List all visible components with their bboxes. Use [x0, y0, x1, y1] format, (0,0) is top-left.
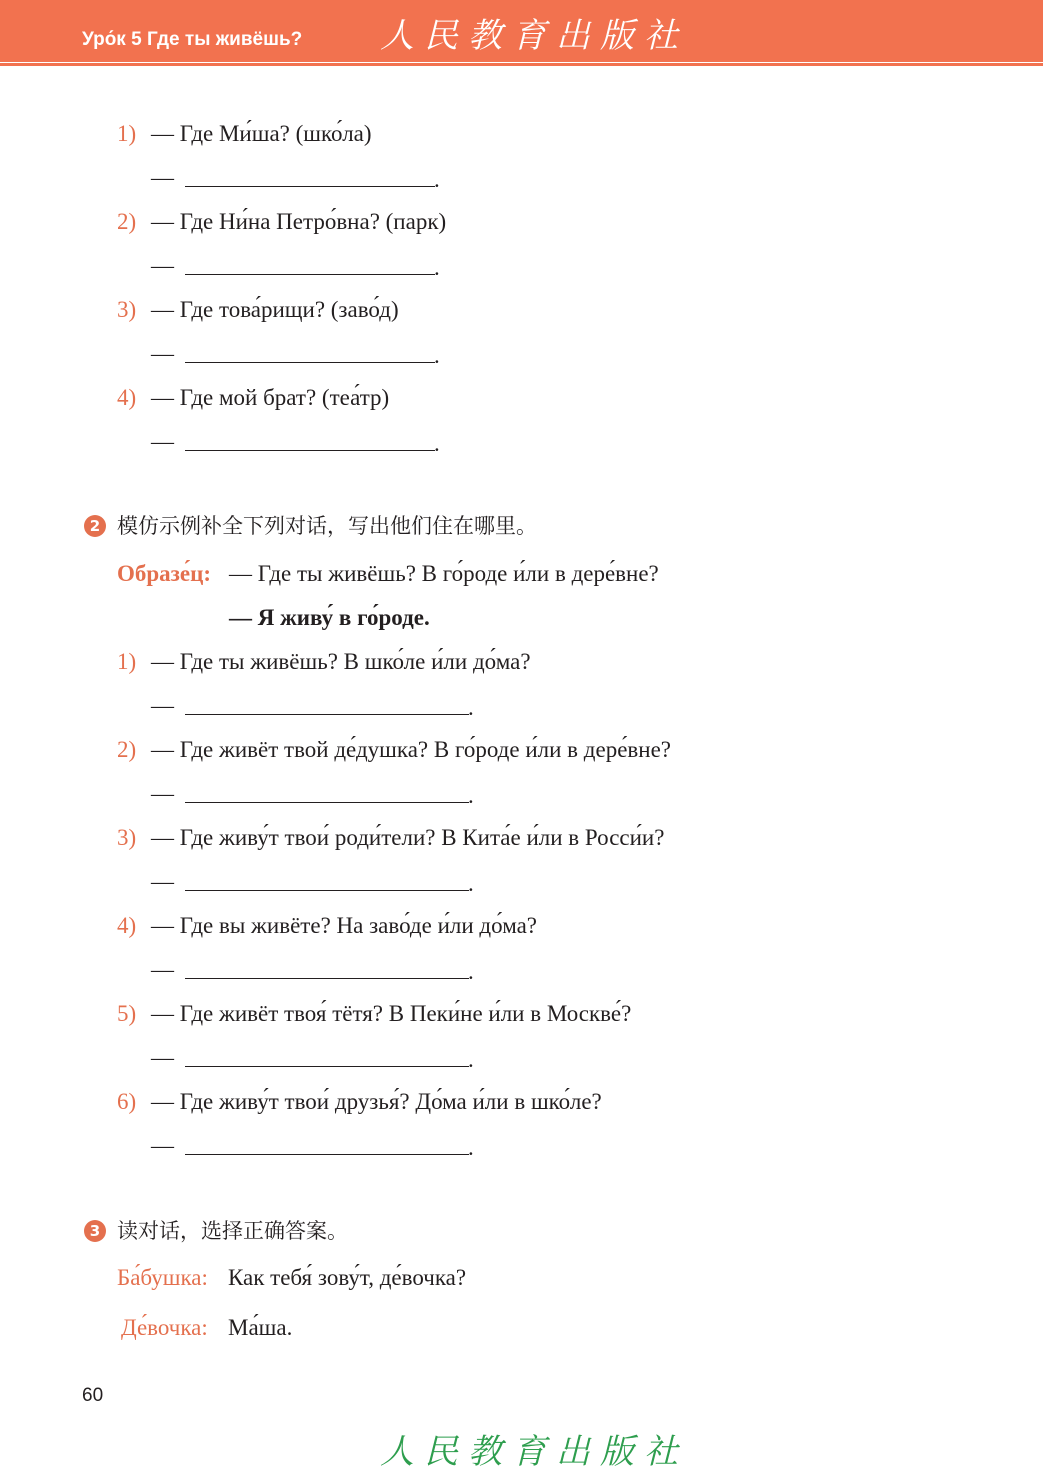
item-number: 3) — [117, 297, 137, 322]
answer-blank[interactable] — [185, 450, 435, 451]
item-number: 2) — [117, 209, 137, 234]
question-text: — Где мой брат? (теа́тр) — [151, 385, 390, 410]
answer-dash: — — [151, 1045, 174, 1070]
item-number: 1) — [117, 649, 137, 674]
publisher-logo-footer: 人民教育出版社 — [380, 1432, 688, 1472]
sample-answer: — Я живу́ в го́роде. — [229, 605, 430, 630]
answer-dash: — — [151, 957, 174, 982]
answer-dash: — — [151, 253, 174, 278]
answer-period: . — [434, 431, 440, 456]
exercise-instruction: 读对话，选择正确答案。 — [117, 1219, 348, 1243]
item-number: 3) — [117, 825, 137, 850]
answer-dash: — — [151, 429, 174, 454]
answer-period: . — [468, 1047, 474, 1072]
answer-period: . — [434, 255, 440, 280]
answer-blank[interactable] — [185, 1154, 469, 1155]
page-number: 60 — [82, 1385, 104, 1406]
dialog-text: Как тебя́ зову́т, де́вочка? — [228, 1265, 467, 1290]
answer-dash: — — [151, 693, 174, 718]
exercise-instruction: 模仿示例补全下列对话，写出他们住在哪里。 — [117, 514, 537, 538]
dialog-text: Ма́ша. — [228, 1315, 293, 1340]
item-number: 6) — [117, 1089, 137, 1114]
question-text: — Где живёт твоя́ тётя? В Пеки́не и́ли в Москве́? — [151, 1001, 632, 1026]
answer-dash: — — [151, 781, 174, 806]
item-number: 4) — [117, 385, 137, 410]
question-text: — Где Ни́на Петро́вна? (парк) — [151, 209, 447, 234]
question-text: — Где живу́т твои́ друзья́? До́ма и́ли в шко́ле? — [151, 1089, 602, 1114]
speaker-label: Де́вочка: — [121, 1315, 208, 1340]
answer-period: . — [434, 167, 440, 192]
answer-period: . — [434, 343, 440, 368]
item-number: 5) — [117, 1001, 137, 1026]
answer-period: . — [468, 783, 474, 808]
answer-dash: — — [151, 869, 174, 894]
answer-dash: — — [151, 165, 174, 190]
answer-blank[interactable] — [185, 890, 469, 891]
answer-blank[interactable] — [185, 1066, 469, 1067]
answer-blank[interactable] — [185, 978, 469, 979]
question-text: — Где ты живёшь? В шко́ле и́ли до́ма? — [151, 649, 531, 674]
item-number: 2) — [117, 737, 137, 762]
answer-period: . — [468, 1135, 474, 1160]
answer-dash: — — [151, 1133, 174, 1158]
answer-blank[interactable] — [185, 802, 469, 803]
sample-label: Образе́ц: — [117, 561, 212, 586]
publisher-logo-header: 人民教育出版社 — [380, 16, 688, 56]
exercise-number-badge: 2 — [84, 515, 106, 537]
question-text: — Где вы живёте? На заво́де и́ли до́ма? — [151, 913, 538, 938]
question-text: — Где живу́т твои́ роди́тели? В Кита́е и́ли в Росси́и? — [151, 825, 665, 850]
answer-period: . — [468, 695, 474, 720]
answer-blank[interactable] — [185, 714, 469, 715]
lesson-title: Уро́к 5 Где ты живёшь? — [82, 29, 303, 50]
answer-period: . — [468, 959, 474, 984]
question-text: — Где живёт твой де́душка? В го́роде и́ли в дере́вне? — [151, 737, 671, 762]
item-number: 4) — [117, 913, 137, 938]
answer-blank[interactable] — [185, 274, 435, 275]
header-divider — [0, 63, 1043, 66]
item-number: 1) — [117, 121, 137, 146]
speaker-label: Ба́бушка: — [117, 1265, 208, 1290]
answer-blank[interactable] — [185, 362, 435, 363]
exercise-number-badge: 3 — [84, 1220, 106, 1242]
question-text: — Где Ми́ша? (шко́ла) — [151, 121, 372, 146]
sample-question: — Где ты живёшь? В го́роде и́ли в дере́вне? — [229, 561, 659, 586]
answer-period: . — [468, 871, 474, 896]
answer-dash: — — [151, 341, 174, 366]
question-text: — Где това́рищи? (заво́д) — [151, 297, 399, 322]
answer-blank[interactable] — [185, 186, 435, 187]
